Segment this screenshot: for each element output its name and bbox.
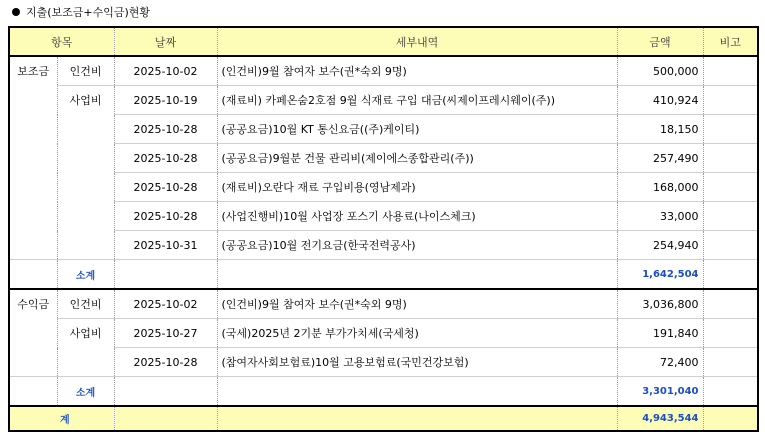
amount-cell: 18,150 [617,115,703,144]
date-cell: 2025-10-28 [114,202,217,231]
detail-cell: (국세)2025년 2기분 부가가치세(국세청) [217,319,617,348]
total-label: 계 [9,406,114,431]
subtotal-label: 소계 [57,377,114,407]
category-cell [57,348,114,377]
subtotal-amount: 3,301,040 [617,377,703,407]
table-row [9,231,758,260]
date-cell: 2025-10-27 [114,319,217,348]
date-cell: 2025-10-28 [114,144,217,173]
category-cell [57,173,114,202]
amount-cell: 500,000 [617,56,703,86]
detail-cell: (재료비)오란다 재료 구입비용(영남제과) [217,173,617,202]
subtotal-row [9,377,758,407]
table-row [9,202,758,231]
table-row [9,348,758,377]
table-row [9,86,758,115]
fund-type-cell [9,86,57,115]
title-text: 지출(보조금+수익금)현황 [26,6,151,19]
detail-cell [217,377,617,407]
table-row [9,56,758,86]
note-cell [703,348,758,377]
header-detail: 세부내역 [217,27,617,56]
amount-cell: 254,940 [617,231,703,260]
date-cell: 2025-10-02 [114,289,217,319]
amount-cell: 410,924 [617,86,703,115]
note-cell [703,56,758,86]
section-title [12,5,150,21]
subtotal-label: 소계 [57,260,114,290]
note-cell [703,406,758,431]
detail-cell: (참여자사회보험료)10월 고용보험료(국민건강보험) [217,348,617,377]
header-row [9,27,758,56]
category-cell: 사업비 [57,86,114,115]
note-cell [703,144,758,173]
expense-table [8,26,759,432]
fund-type-cell [9,348,57,377]
detail-cell: (사업진행비)10월 사업장 포스기 사용료(나이스체크) [217,202,617,231]
subtotal-row [9,260,758,290]
date-cell: 2025-10-28 [114,115,217,144]
note-cell [703,202,758,231]
detail-cell: (공공요금)9월분 건물 관리비(제이에스종합관리(주)) [217,144,617,173]
table-row [9,115,758,144]
note-cell [703,173,758,202]
fund-type-cell [9,173,57,202]
date-cell: 2025-10-02 [114,56,217,86]
date-cell [114,260,217,290]
amount-cell: 191,840 [617,319,703,348]
category-cell [57,231,114,260]
table-row [9,289,758,319]
date-cell: 2025-10-28 [114,173,217,202]
detail-cell: (인건비)9월 참여자 보수(권*숙외 9명) [217,289,617,319]
fund-type-cell [9,231,57,260]
fund-type-cell [9,377,57,407]
detail-cell [217,406,617,431]
detail-cell: (인건비)9월 참여자 보수(권*숙외 9명) [217,56,617,86]
note-cell [703,86,758,115]
category-cell [57,144,114,173]
table-row [9,319,758,348]
category-cell: 인건비 [57,289,114,319]
amount-cell: 33,000 [617,202,703,231]
detail-cell [217,260,617,290]
detail-cell: (공공요금)10월 KT 통신요금((주)케이티) [217,115,617,144]
fund-type-cell: 수익금 [9,289,57,319]
total-amount: 4,943,544 [617,406,703,431]
note-cell [703,115,758,144]
note-cell [703,319,758,348]
amount-cell: 72,400 [617,348,703,377]
category-cell [57,202,114,231]
bullet-icon [12,8,20,16]
detail-cell: (재료비) 카페온숨2호점 9월 식재료 구입 대금(씨제이프레시웨이(주)) [217,86,617,115]
note-cell [703,377,758,407]
category-cell [57,115,114,144]
fund-type-cell [9,115,57,144]
subtotal-amount: 1,642,504 [617,260,703,290]
amount-cell: 257,490 [617,144,703,173]
amount-cell: 168,000 [617,173,703,202]
table-row [9,173,758,202]
note-cell [703,260,758,290]
fund-type-cell [9,144,57,173]
date-cell [114,377,217,407]
header-item: 항목 [9,27,114,56]
header-date: 날짜 [114,27,217,56]
date-cell: 2025-10-19 [114,86,217,115]
fund-type-cell [9,202,57,231]
header-amount: 금액 [617,27,703,56]
total-row [9,406,758,431]
category-cell: 인건비 [57,56,114,86]
detail-cell: (공공요금)10월 전기요금(한국전력공사) [217,231,617,260]
table-row [9,144,758,173]
fund-type-cell [9,260,57,290]
header-note: 비고 [703,27,758,56]
note-cell [703,231,758,260]
fund-type-cell [9,319,57,348]
category-cell: 사업비 [57,319,114,348]
note-cell [703,289,758,319]
fund-type-cell: 보조금 [9,56,57,86]
amount-cell: 3,036,800 [617,289,703,319]
date-cell [114,406,217,431]
date-cell: 2025-10-28 [114,348,217,377]
date-cell: 2025-10-31 [114,231,217,260]
